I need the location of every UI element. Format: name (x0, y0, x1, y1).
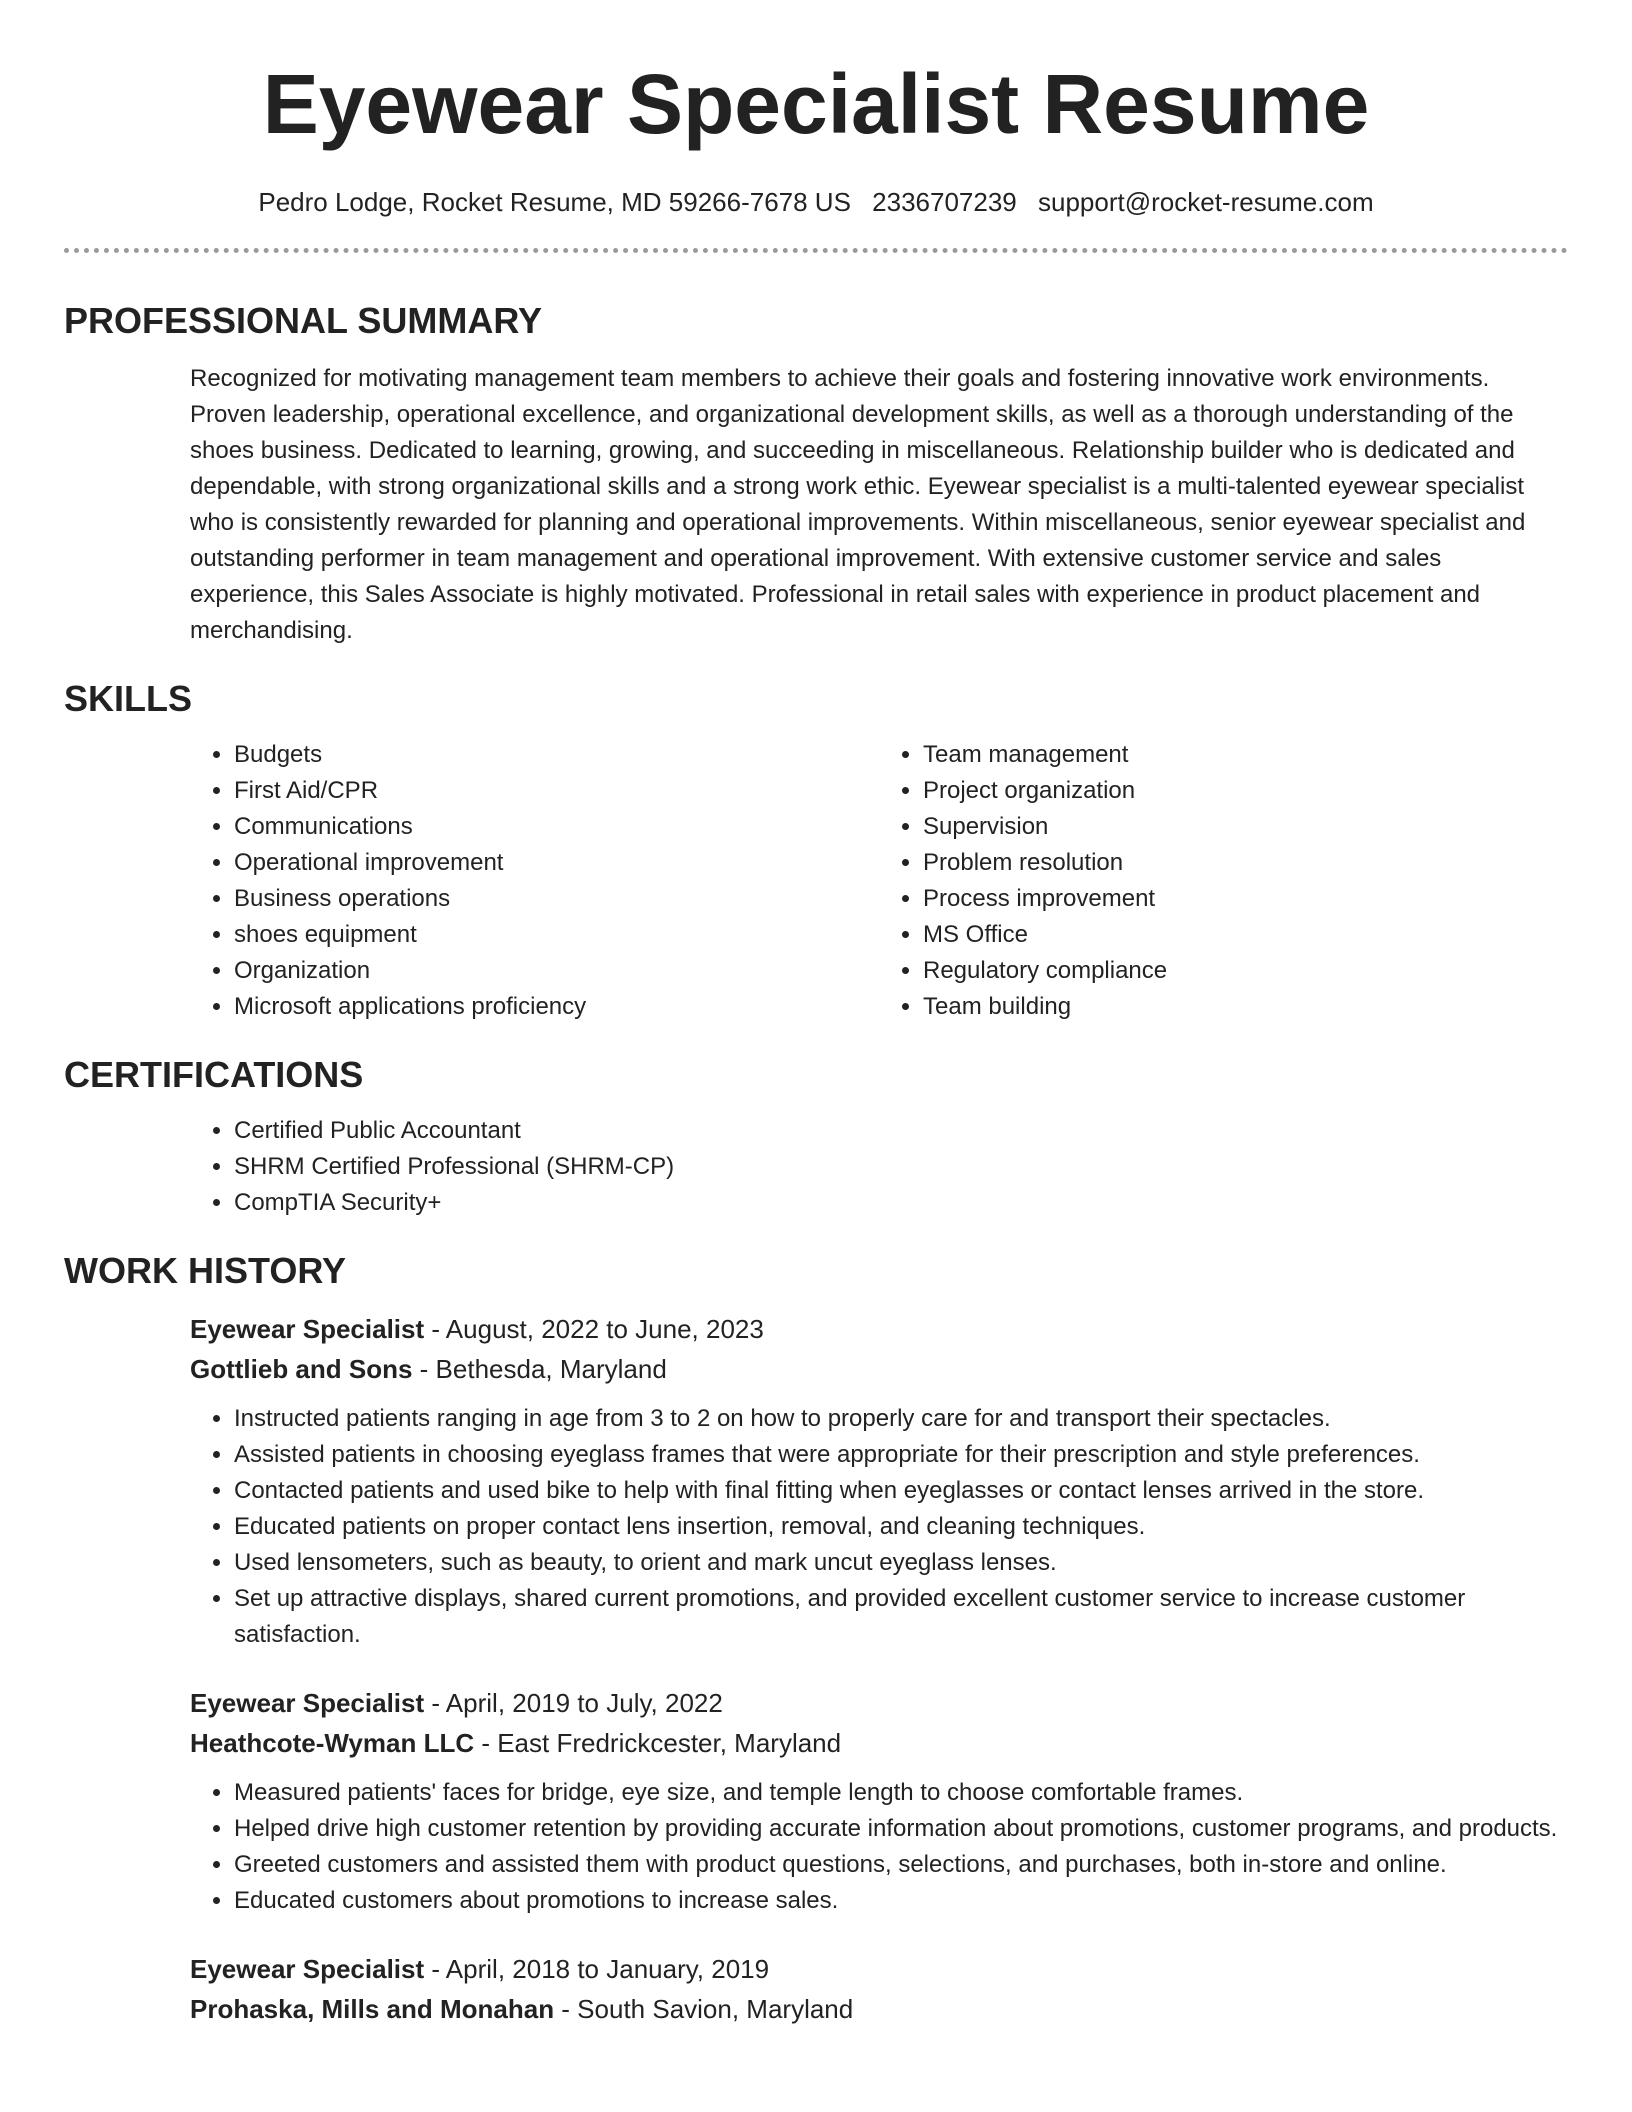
job-bullet: • Educated patients on proper contact lens insertion, removal, and cleaning techniques. (234, 1509, 1568, 1545)
skill-item: • Project organization (923, 773, 1568, 809)
skill-item: • Operational improvement (234, 845, 879, 881)
job-title-line (190, 1949, 1568, 1989)
skill-item: • Organization (234, 953, 879, 989)
job-company: Heathcote-Wyman LLC (190, 1728, 475, 1758)
summary-heading: PROFESSIONAL SUMMARY (64, 300, 543, 341)
skill-item: • Regulatory compliance (923, 953, 1568, 989)
skill-item: • Communications (234, 809, 879, 845)
skill-item: • Process improvement (923, 881, 1568, 917)
skill-item: • Team management (923, 737, 1568, 773)
work-history-section (64, 1249, 1568, 2029)
summary-text: Recognized for motivating management team members to achieve their goals and fostering innovative work environments. Proven leadership, operational excellence, and organizational development skills, as well as a thorough understanding of the shoes business. Dedicated to learning, growing, and succeeding in miscellaneous. Relationship builder who is dedicated and dependable, with strong organizational skills and a strong work ethic. Eyewear specialist is a multi-talented eyewear specialist who is consistently rewarded for planning and operational improvements. Within miscellaneous, senior eyewear specialist and outstanding performer in team management and operational improvement. With extensive customer service and sales experience, this Sales Associate is highly motivated. Professional in retail sales with experience in product placement and merchandising. (190, 365, 1526, 644)
job-bullet: • Set up attractive displays, shared current promotions, and provided excellent customer service to increase customer satisfaction. (234, 1581, 1568, 1653)
job-dates: - April, 2018 to January, 2019 (424, 1954, 770, 1984)
job-dates: - August, 2022 to June, 2023 (424, 1314, 764, 1344)
job-dates: - April, 2019 to July, 2022 (424, 1688, 723, 1718)
job-title: Eyewear Specialist (190, 1688, 425, 1718)
certifications-body (64, 1113, 1568, 1221)
skill-item: • Problem resolution (923, 845, 1568, 881)
skills-section (64, 677, 1568, 1025)
job-location: - Bethesda, Maryland (412, 1354, 667, 1384)
job-company-line (190, 1349, 1568, 1389)
skills-list-right (879, 737, 1568, 1025)
resume-title: Eyewear Specialist Resume (262, 57, 1370, 151)
job-company: Gottlieb and Sons (190, 1354, 413, 1384)
job-title: Eyewear Specialist (190, 1314, 425, 1344)
skill-item: • Business operations (234, 881, 879, 917)
skill-item: • Supervision (923, 809, 1568, 845)
job-bullet: • Educated customers about promotions to increase sales. (234, 1883, 1568, 1919)
certification-item: • Certified Public Accountant (234, 1113, 1568, 1149)
summary-body (64, 361, 1568, 649)
certifications-section (64, 1053, 1568, 1221)
job-location: - South Savion, Maryland (554, 1994, 854, 2024)
job-title: Eyewear Specialist (190, 1954, 425, 1984)
skills-heading: SKILLS (64, 678, 193, 719)
skill-item: • First Aid/CPR (234, 773, 879, 809)
job-company-line (190, 1723, 1568, 1763)
contact-email[interactable]: support@rocket-resume.com (1038, 187, 1374, 217)
certification-item: • SHRM Certified Professional (SHRM-CP) (234, 1149, 1568, 1185)
job-bullet: • Helped drive high customer retention by providing accurate information about promotions, customer programs, and products. (234, 1811, 1568, 1847)
job-title-line (190, 1309, 1568, 1349)
skill-item: • shoes equipment (234, 917, 879, 953)
contact-phone[interactable]: 2336707239 (872, 187, 1017, 217)
skill-item: • Budgets (234, 737, 879, 773)
job-location: - East Fredrickcester, Maryland (474, 1728, 842, 1758)
contact-address: Pedro Lodge, Rocket Resume, MD 59266-7678 US (258, 187, 851, 217)
job-bullet: • Instructed patients ranging in age from 3 to 2 on how to properly care for and transport their spectacles. (234, 1401, 1568, 1437)
job-bullet: • Assisted patients in choosing eyeglass frames that were appropriate for their prescription and style preferences. (234, 1437, 1568, 1473)
job-bullet: • Contacted patients and used bike to help with final fitting when eyeglasses or contact lenses arrived in the store. (234, 1473, 1568, 1509)
job-entry (190, 1309, 1568, 1653)
job-company: Prohaska, Mills and Monahan (190, 1994, 555, 2024)
job-bullets (190, 1775, 1568, 1919)
job-entry (190, 1683, 1568, 1919)
job-bullets (190, 1401, 1568, 1653)
job-company-line (190, 1989, 1568, 2029)
header-divider (64, 248, 1568, 253)
job-entry (190, 1949, 1568, 2029)
skills-grid (64, 737, 1568, 1025)
certifications-list (190, 1113, 1568, 1221)
certifications-heading: CERTIFICATIONS (64, 1054, 364, 1095)
summary-section (64, 299, 1568, 649)
skill-item: • Team building (923, 989, 1568, 1025)
skill-item: • MS Office (923, 917, 1568, 953)
certification-item: • CompTIA Security+ (234, 1185, 1568, 1221)
job-bullet: • Greeted customers and assisted them with product questions, selections, and purchases, both in-store and online. (234, 1847, 1568, 1883)
skill-item: • Microsoft applications proficiency (234, 989, 879, 1025)
contact-line (64, 186, 1568, 218)
job-title-line (190, 1683, 1568, 1723)
work-history-body (64, 1309, 1568, 2029)
job-bullet: • Measured patients' faces for bridge, eye size, and temple length to choose comfortable frames. (234, 1775, 1568, 1811)
job-bullet: • Used lensometers, such as beauty, to orient and mark uncut eyeglass lenses. (234, 1545, 1568, 1581)
skills-list-left (190, 737, 879, 1025)
work-history-heading: WORK HISTORY (64, 1250, 347, 1291)
